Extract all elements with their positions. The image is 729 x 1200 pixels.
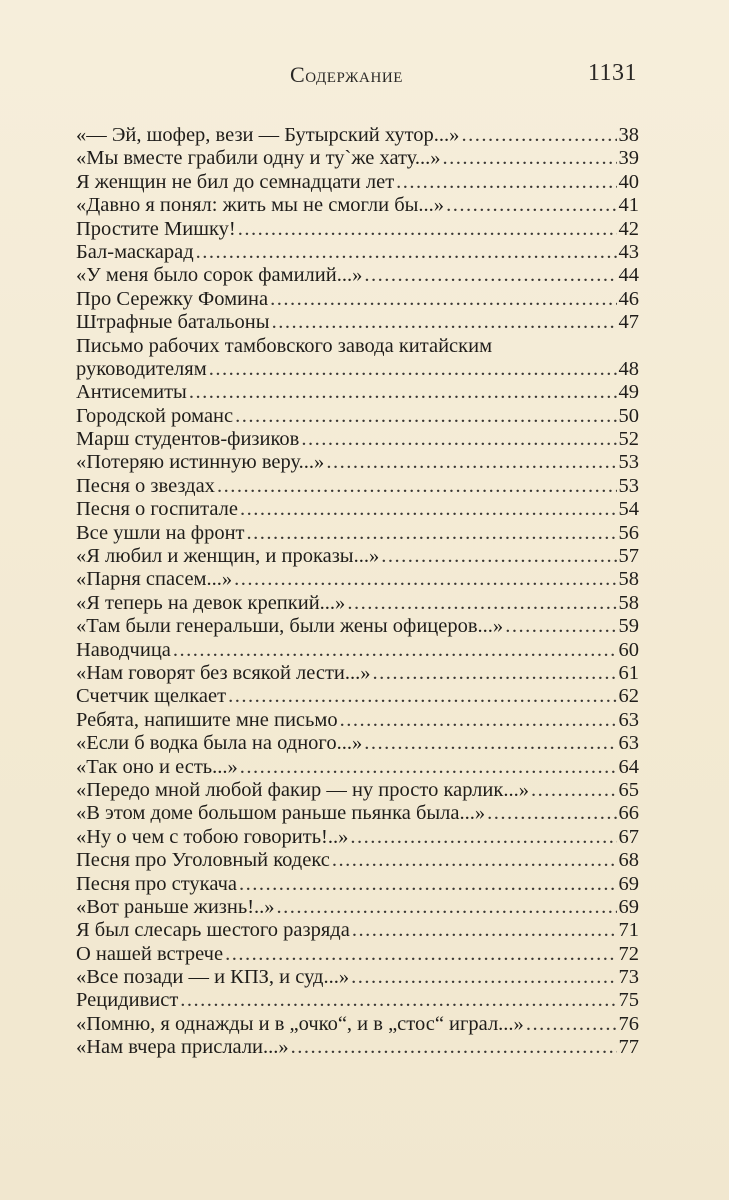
toc-entry — [76, 685, 639, 708]
toc-entry-title: «У меня было сорок фамилий...» — [76, 264, 363, 287]
running-title: Содержание — [290, 62, 404, 87]
toc-entry-title: «Давно я понял: жить мы не смогли бы...» — [76, 194, 445, 217]
toc-entry-page: 53 — [618, 474, 639, 497]
toc-entry-title: Счетчик щелкает — [76, 685, 227, 708]
toc-entry-title: «Мы вместе грабили одну и ту`же хату...» — [76, 147, 441, 170]
dot-leader — [505, 615, 616, 638]
dot-leader — [531, 779, 617, 802]
toc-entry — [76, 802, 639, 825]
toc-entry-title: «Нам говорят без всякой лести...» — [76, 661, 371, 684]
toc-entry — [76, 451, 639, 474]
toc-entry-title: «Я теперь на девок крепкий...» — [76, 591, 346, 614]
dot-leader — [301, 428, 616, 451]
dot-leader — [381, 545, 616, 568]
dot-leader — [180, 989, 616, 1012]
toc-entry-page: 60 — [618, 638, 639, 661]
toc-entry — [76, 592, 639, 615]
dot-leader — [225, 943, 616, 966]
toc-entry-title: Простите Мишку! — [76, 217, 236, 240]
toc-entry-page: 73 — [618, 966, 639, 989]
toc-entry — [76, 405, 639, 428]
toc-entry — [76, 709, 639, 732]
toc-entry-page: 66 — [618, 802, 639, 825]
toc-entry-page: 77 — [618, 1036, 639, 1059]
dot-leader — [291, 1036, 617, 1059]
toc-entry — [76, 498, 639, 521]
toc-entry-page: 42 — [618, 217, 639, 240]
dot-leader — [347, 592, 616, 615]
toc-entry-page: 53 — [618, 451, 639, 474]
dot-leader — [239, 873, 616, 896]
toc-entry — [76, 124, 639, 147]
toc-entry-title: «Вот раньше жизнь!..» — [76, 895, 275, 918]
toc-entry — [76, 639, 639, 662]
dot-leader — [189, 381, 617, 404]
toc-entry-title: Городской романс — [76, 404, 234, 427]
toc-entry — [76, 1036, 639, 1059]
toc-entry-title: «Я любил и женщин, и проказы...» — [76, 545, 380, 568]
dot-leader — [373, 662, 617, 685]
dot-leader — [364, 732, 616, 755]
toc-entry-title-line1: Письмо рабочих тамбовского завода китайским — [76, 334, 493, 357]
toc-entry-page: 72 — [618, 942, 639, 965]
dot-leader — [272, 311, 617, 334]
toc-entry — [76, 989, 639, 1012]
toc-entry-title: Антисемиты — [76, 381, 187, 404]
dot-leader — [526, 1013, 617, 1036]
dot-leader — [443, 147, 617, 170]
toc-entry-title: «В этом доме большом раньше пьянка была...» — [76, 802, 486, 825]
toc-entry-title: Ребята, напишите мне письмо — [76, 708, 338, 731]
dot-leader — [352, 919, 617, 942]
toc-entry-title: Песня о госпитале — [76, 498, 238, 521]
dot-leader — [240, 756, 617, 779]
dot-leader — [340, 709, 617, 732]
toc-entry-page: 61 — [618, 661, 639, 684]
toc-entry-title: Песня о звездах — [76, 474, 215, 497]
dot-leader — [228, 685, 616, 708]
dot-leader — [247, 522, 617, 545]
toc-entry-page: 48 — [618, 357, 639, 380]
dot-leader — [396, 171, 616, 194]
toc-entry-page: 63 — [618, 732, 639, 755]
toc-entry-page: 39 — [618, 147, 639, 170]
toc-entry-page: 67 — [618, 825, 639, 848]
toc-entry-page: 40 — [618, 170, 639, 193]
dot-leader — [446, 194, 616, 217]
toc-entry-page: 44 — [618, 264, 639, 287]
toc-entry-title: Наводчица — [76, 638, 171, 661]
toc-entry-page: 56 — [618, 521, 639, 544]
table-of-contents — [76, 124, 639, 1060]
toc-entry-title: «— Эй, шофер, вези — Бутырский хутор...» — [76, 124, 460, 146]
dot-leader — [234, 568, 616, 591]
dot-leader — [326, 451, 616, 474]
toc-entry — [76, 568, 639, 591]
toc-entry — [76, 264, 639, 287]
toc-entry-title: Бал-маскарад — [76, 240, 194, 263]
toc-entry-page: 47 — [618, 311, 639, 334]
toc-entry-title: Песня про стукача — [76, 872, 238, 895]
dot-leader — [277, 896, 617, 919]
dot-leader — [487, 802, 616, 825]
toc-entry-two-line — [76, 335, 639, 382]
toc-entry-page: 69 — [618, 872, 639, 895]
toc-entry-title: Рецидивист — [76, 989, 179, 1012]
toc-entry-title: «Там были генеральши, были жены офицеров...» — [76, 615, 504, 638]
toc-entry-page: 38 — [618, 124, 639, 146]
toc-entry — [76, 826, 639, 849]
toc-entry-title: «Все позади — и КПЗ, и суд...» — [76, 966, 350, 989]
toc-entry-page: 57 — [618, 545, 639, 568]
toc-entry — [76, 779, 639, 802]
toc-entry — [76, 381, 639, 404]
toc-entry-page: 75 — [618, 989, 639, 1012]
toc-entry-page: 65 — [618, 778, 639, 801]
dot-leader — [364, 264, 616, 287]
toc-entry-title: «Потеряю истинную веру...» — [76, 451, 325, 474]
toc-entry-title: «Нам вчера прислали...» — [76, 1036, 289, 1059]
toc-entry-title: Я был слесарь шестого разряда — [76, 919, 350, 942]
dot-leader — [196, 241, 617, 264]
toc-entry-title: Все ушли на фронт — [76, 521, 245, 544]
toc-entry-page: 46 — [618, 287, 639, 310]
toc-entry — [76, 873, 639, 896]
toc-entry-title: Я женщин не бил до семнадцати лет — [76, 170, 395, 193]
toc-entry — [76, 849, 639, 872]
toc-entry — [76, 919, 639, 942]
toc-entry — [76, 966, 639, 989]
dot-leader — [461, 124, 616, 147]
dot-leader — [235, 405, 616, 428]
toc-entry — [76, 311, 639, 334]
toc-entry-page: 59 — [618, 615, 639, 638]
toc-entry-title: Песня про Уголовный кодекс — [76, 849, 330, 872]
toc-entry-title: Про Сережку Фомина — [76, 287, 269, 310]
toc-entry-page: 41 — [618, 194, 639, 217]
toc-entry — [76, 662, 639, 685]
toc-entry-title: «Если б водка была на одного...» — [76, 732, 363, 755]
toc-entry — [76, 288, 639, 311]
toc-entry — [76, 896, 639, 919]
dot-leader — [173, 639, 617, 662]
toc-entry — [76, 1013, 639, 1036]
toc-entry-page: 54 — [618, 498, 639, 521]
toc-entry — [76, 171, 639, 194]
toc-entry-page: 49 — [618, 381, 639, 404]
toc-entry — [76, 522, 639, 545]
toc-entry-page: 68 — [618, 849, 639, 872]
dot-leader — [351, 966, 616, 989]
toc-entry — [76, 194, 639, 217]
running-head — [0, 62, 729, 92]
toc-entry — [76, 615, 639, 638]
toc-entry — [76, 241, 639, 264]
toc-entry-title: О нашей встрече — [76, 942, 224, 965]
toc-entry — [76, 943, 639, 966]
toc-entry — [76, 545, 639, 568]
toc-entry-page: 43 — [618, 240, 639, 263]
toc-entry — [76, 218, 639, 241]
toc-entry-title: «Помню, я однажды и в „очко“, и в „стос“ играл...» — [76, 1012, 524, 1035]
toc-entry-page: 58 — [618, 568, 639, 591]
toc-entry-title: «Ну о чем с тобою говорить!..» — [76, 825, 349, 848]
dot-leader — [209, 358, 617, 381]
dot-leader — [332, 849, 617, 872]
dot-leader — [238, 218, 617, 241]
dot-leader — [240, 498, 617, 521]
dot-leader — [350, 826, 616, 849]
toc-entry-title: «Парня спасем...» — [76, 568, 233, 591]
toc-entry-page: 64 — [618, 755, 639, 778]
toc-entry — [76, 428, 639, 451]
dot-leader — [270, 288, 616, 311]
dot-leader — [217, 475, 617, 498]
toc-entry — [76, 475, 639, 498]
toc-entry-page: 58 — [618, 591, 639, 614]
toc-entry — [76, 756, 639, 779]
toc-entry-page: 63 — [618, 708, 639, 731]
toc-entry-page: 52 — [618, 428, 639, 451]
toc-entry-page: 62 — [618, 685, 639, 708]
page-number: 1131 — [587, 60, 637, 86]
toc-entry-page: 71 — [618, 919, 639, 942]
toc-entry-title: Марш студентов-физиков — [76, 428, 300, 451]
toc-entry — [76, 147, 639, 170]
toc-entry-title: Штрафные батальоны — [76, 311, 270, 334]
toc-entry — [76, 732, 639, 755]
toc-entry-page: 69 — [618, 895, 639, 918]
toc-entry-title-line2: руководителям — [76, 357, 207, 380]
toc-entry-page: 50 — [618, 404, 639, 427]
toc-entry-page: 76 — [618, 1012, 639, 1035]
toc-entry-title: «Передо мной любой факир — ну просто карлик...» — [76, 778, 529, 801]
toc-entry-title: «Так оно и есть...» — [76, 755, 238, 778]
